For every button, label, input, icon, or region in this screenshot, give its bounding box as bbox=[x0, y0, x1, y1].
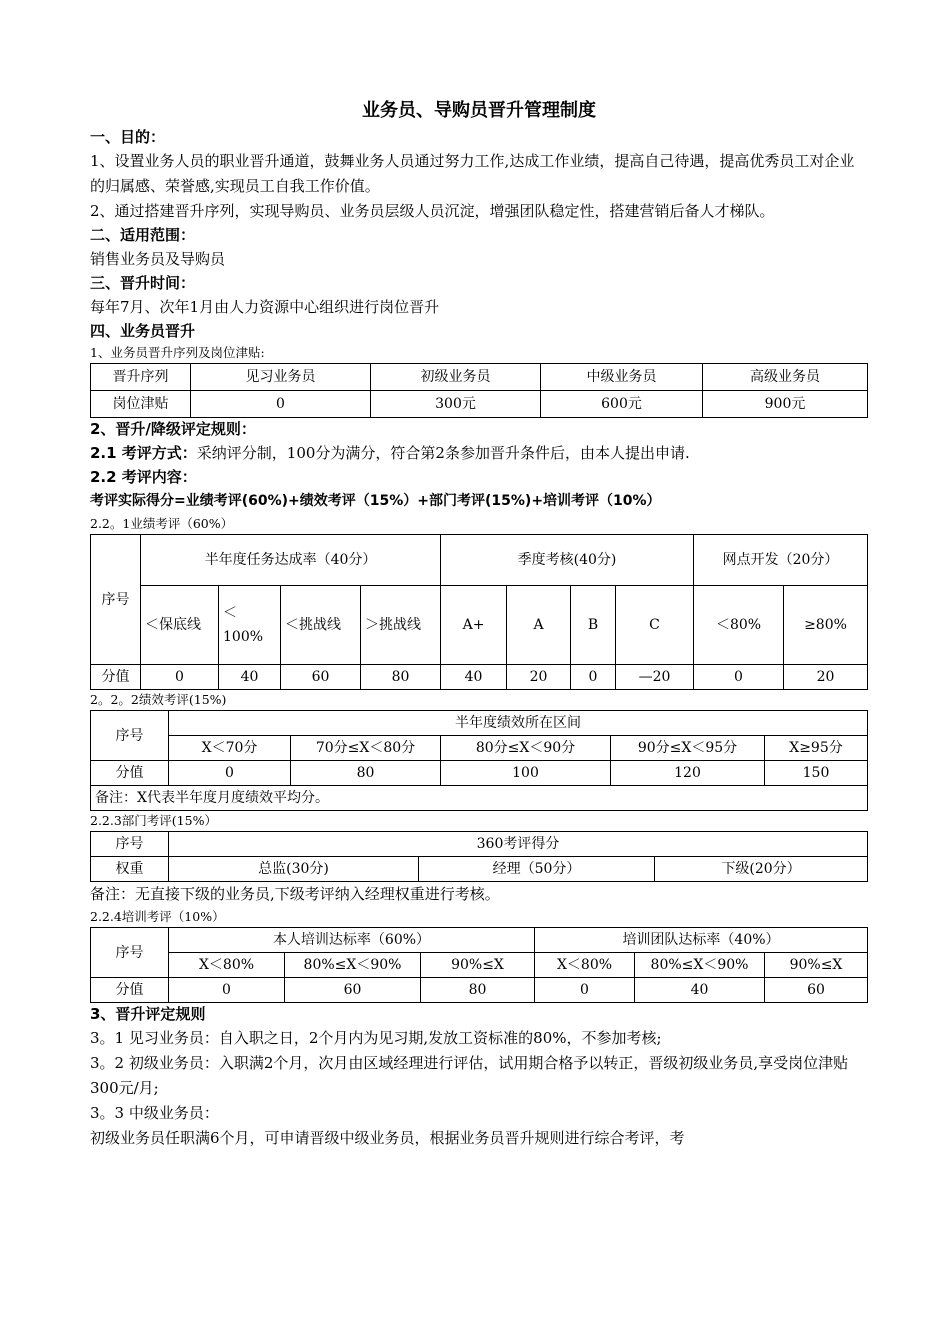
table-cell: ＜80% bbox=[694, 586, 784, 665]
table-cell: 分值 bbox=[91, 665, 141, 690]
table-cell: 分值 bbox=[91, 761, 169, 786]
table-3-caption: 2。2。2绩效考评(15%) bbox=[90, 692, 227, 707]
table-cell: 半年度任务达成率（40分） bbox=[141, 535, 441, 586]
table-cell: 80%≤X＜90% bbox=[285, 953, 421, 978]
table-row bbox=[91, 586, 868, 665]
table-cell: 150 bbox=[765, 761, 868, 786]
table-cell: ＜挑战线 bbox=[281, 586, 361, 665]
table-row bbox=[91, 535, 868, 586]
section-1-para-2: 2、通过搭建晋升序列，实现导购员、业务员层级人员沉淀，增强团队稳定性，搭建营销后备人才梯队。 bbox=[90, 202, 775, 220]
table-cell: 初级业务员 bbox=[371, 364, 541, 391]
table-cell: 0 bbox=[141, 665, 219, 690]
section-2-heading: 二、适用范围： bbox=[90, 226, 196, 244]
table-cell: 总监(30分) bbox=[169, 857, 419, 882]
table-cell: X＜80% bbox=[169, 953, 285, 978]
performance-table bbox=[90, 534, 868, 690]
table-cell: 序号 bbox=[91, 535, 141, 665]
table-cell: —20 bbox=[616, 665, 694, 690]
promotion-rules-heading: 3、晋升评定规则 bbox=[90, 1005, 206, 1023]
table-row bbox=[91, 364, 868, 391]
kpi-table bbox=[90, 710, 868, 811]
table-row bbox=[91, 761, 868, 786]
section-3-para: 每年7月、次年1月由人力资源中心组织进行岗位晋升 bbox=[90, 298, 440, 316]
table-cell: 20 bbox=[784, 665, 868, 690]
table-cell: 晋升序列 bbox=[91, 364, 191, 391]
table-row bbox=[91, 736, 868, 761]
document-page bbox=[90, 96, 868, 1151]
table-cell: 本人培训达标率（60%） bbox=[169, 928, 535, 953]
table-row bbox=[91, 665, 868, 690]
rules-heading: 2、晋升/降级评定规则： bbox=[90, 420, 256, 438]
table-cell: A+ bbox=[441, 586, 507, 665]
table-cell: 0 bbox=[571, 665, 616, 690]
table-cell: 40 bbox=[219, 665, 281, 690]
table-cell: ≥80% bbox=[784, 586, 868, 665]
table-cell: 半年度绩效所在区间 bbox=[169, 711, 868, 736]
table-cell: X＜80% bbox=[535, 953, 635, 978]
table-cell: 0 bbox=[694, 665, 784, 690]
table-cell: 60 bbox=[281, 665, 361, 690]
table-cell: 360考评得分 bbox=[169, 832, 868, 857]
score-formula: 考评实际得分=业绩考评(60%)+绩效考评（15%）+部门考评(15%)+培训考评（10%） bbox=[90, 493, 661, 509]
table-row bbox=[91, 711, 868, 736]
table-cell: 经理（50分） bbox=[419, 857, 655, 882]
table-cell: 120 bbox=[611, 761, 765, 786]
table-cell: ＜100% bbox=[219, 586, 281, 665]
table-row bbox=[91, 953, 868, 978]
table-cell: 80%≤X＜90% bbox=[635, 953, 765, 978]
doc-title: 业务员、导购员晋升管理制度 bbox=[362, 100, 596, 121]
table-cell: 网点开发（20分） bbox=[694, 535, 868, 586]
table-cell: 600元 bbox=[541, 391, 703, 418]
table-cell: 0 bbox=[535, 978, 635, 1003]
table-2-caption: 2.2。1业绩考评（60%） bbox=[90, 516, 234, 531]
table-cell: 40 bbox=[635, 978, 765, 1003]
table-5-caption: 2.2.4培训考评（10%） bbox=[90, 909, 225, 924]
table-row bbox=[91, 786, 868, 811]
table-cell: 见习业务员 bbox=[191, 364, 371, 391]
rule-3-3: 3。3 中级业务员： bbox=[90, 1104, 219, 1122]
table-cell: 300元 bbox=[371, 391, 541, 418]
table-cell: 中级业务员 bbox=[541, 364, 703, 391]
table-cell: 80 bbox=[291, 761, 441, 786]
table-cell: 序号 bbox=[91, 832, 169, 857]
table-cell: 90%≤X bbox=[421, 953, 535, 978]
table-cell: 序号 bbox=[91, 928, 169, 978]
table-cell: ＜保底线 bbox=[141, 586, 219, 665]
table-cell: X＜70分 bbox=[169, 736, 291, 761]
table-cell: 80 bbox=[421, 978, 535, 1003]
table-cell: 下级(20分） bbox=[655, 857, 868, 882]
table-cell: 季度考核(40分) bbox=[441, 535, 694, 586]
section-1-para-1: 1、设置业务人员的职业晋升通道，鼓舞业务人员通过努力工作,达成工作业绩，提高自己待遇，提高优秀员工对企业的归属感、荣誉感,实现员工自我工作价值。 bbox=[90, 152, 855, 195]
table-cell: 900元 bbox=[703, 391, 868, 418]
training-table bbox=[90, 927, 868, 1003]
table-cell: 0 bbox=[169, 761, 291, 786]
table-cell: 0 bbox=[169, 978, 285, 1003]
table-4-caption: 2.2.3部门考评(15%） bbox=[90, 813, 217, 828]
rule-3-1: 3。1 见习业务员：自入职之日，2个月内为见习期,发放工资标准的80%，不参加考核; bbox=[90, 1029, 662, 1047]
table-cell: A bbox=[507, 586, 571, 665]
table-row bbox=[91, 928, 868, 953]
section-4-heading: 四、业务员晋升 bbox=[90, 322, 196, 340]
section-1-heading: 一、目的： bbox=[90, 128, 166, 146]
table-cell: ＞挑战线 bbox=[361, 586, 441, 665]
content-heading: 2.2 考评内容： bbox=[90, 468, 197, 486]
table-cell: 40 bbox=[441, 665, 507, 690]
table-cell: 80 bbox=[361, 665, 441, 690]
table-cell: 培训团队达标率（40%） bbox=[535, 928, 868, 953]
rule-3-2: 3。2 初级业务员：入职满2个月，次月由区域经理进行评估，试用期合格予以转正，晋级初级业务员,享受岗位津贴300元/月; bbox=[90, 1054, 849, 1097]
table-cell: 权重 bbox=[91, 857, 169, 882]
table-row bbox=[91, 832, 868, 857]
table-cell: 70分≤X＜80分 bbox=[291, 736, 441, 761]
table-note: 备注：X代表半年度月度绩效平均分。 bbox=[91, 786, 868, 811]
table-row bbox=[91, 857, 868, 882]
table-cell: 100 bbox=[441, 761, 611, 786]
table-cell: 90分≤X＜95分 bbox=[611, 736, 765, 761]
table-cell: 0 bbox=[191, 391, 371, 418]
table-4-note: 备注：无直接下级的业务员,下级考评纳入经理权重进行考核。 bbox=[90, 885, 500, 903]
method-line bbox=[90, 441, 868, 466]
table-cell: 90%≤X bbox=[765, 953, 868, 978]
table-cell: X≥95分 bbox=[765, 736, 868, 761]
method-label: 2.1 考评方式： bbox=[90, 444, 197, 462]
table-cell: C bbox=[616, 586, 694, 665]
table-cell: 高级业务员 bbox=[703, 364, 868, 391]
table-cell: 岗位津贴 bbox=[91, 391, 191, 418]
rule-3-3-text: 初级业务员任职满6个月，可申请晋级中级业务员，根据业务员晋升规则进行综合考评，考 bbox=[90, 1129, 685, 1147]
table-cell: 分值 bbox=[91, 978, 169, 1003]
section-2-para: 销售业务员及导购员 bbox=[90, 250, 226, 268]
method-text: 采纳评分制，100分为满分，符合第2条参加晋升条件后，由本人提出申请. bbox=[196, 444, 690, 462]
table-cell: B bbox=[571, 586, 616, 665]
table-cell: 序号 bbox=[91, 711, 169, 761]
allowance-table bbox=[90, 363, 868, 418]
table-cell: 60 bbox=[285, 978, 421, 1003]
section-3-heading: 三、晋升时间： bbox=[90, 274, 196, 292]
table-cell: 60 bbox=[765, 978, 868, 1003]
table-row bbox=[91, 391, 868, 418]
department-table bbox=[90, 831, 868, 882]
table-1-caption: 1、业务员晋升序列及岗位津贴: bbox=[90, 345, 265, 360]
table-cell: 80分≤X＜90分 bbox=[441, 736, 611, 761]
table-cell: 20 bbox=[507, 665, 571, 690]
table-row bbox=[91, 978, 868, 1003]
